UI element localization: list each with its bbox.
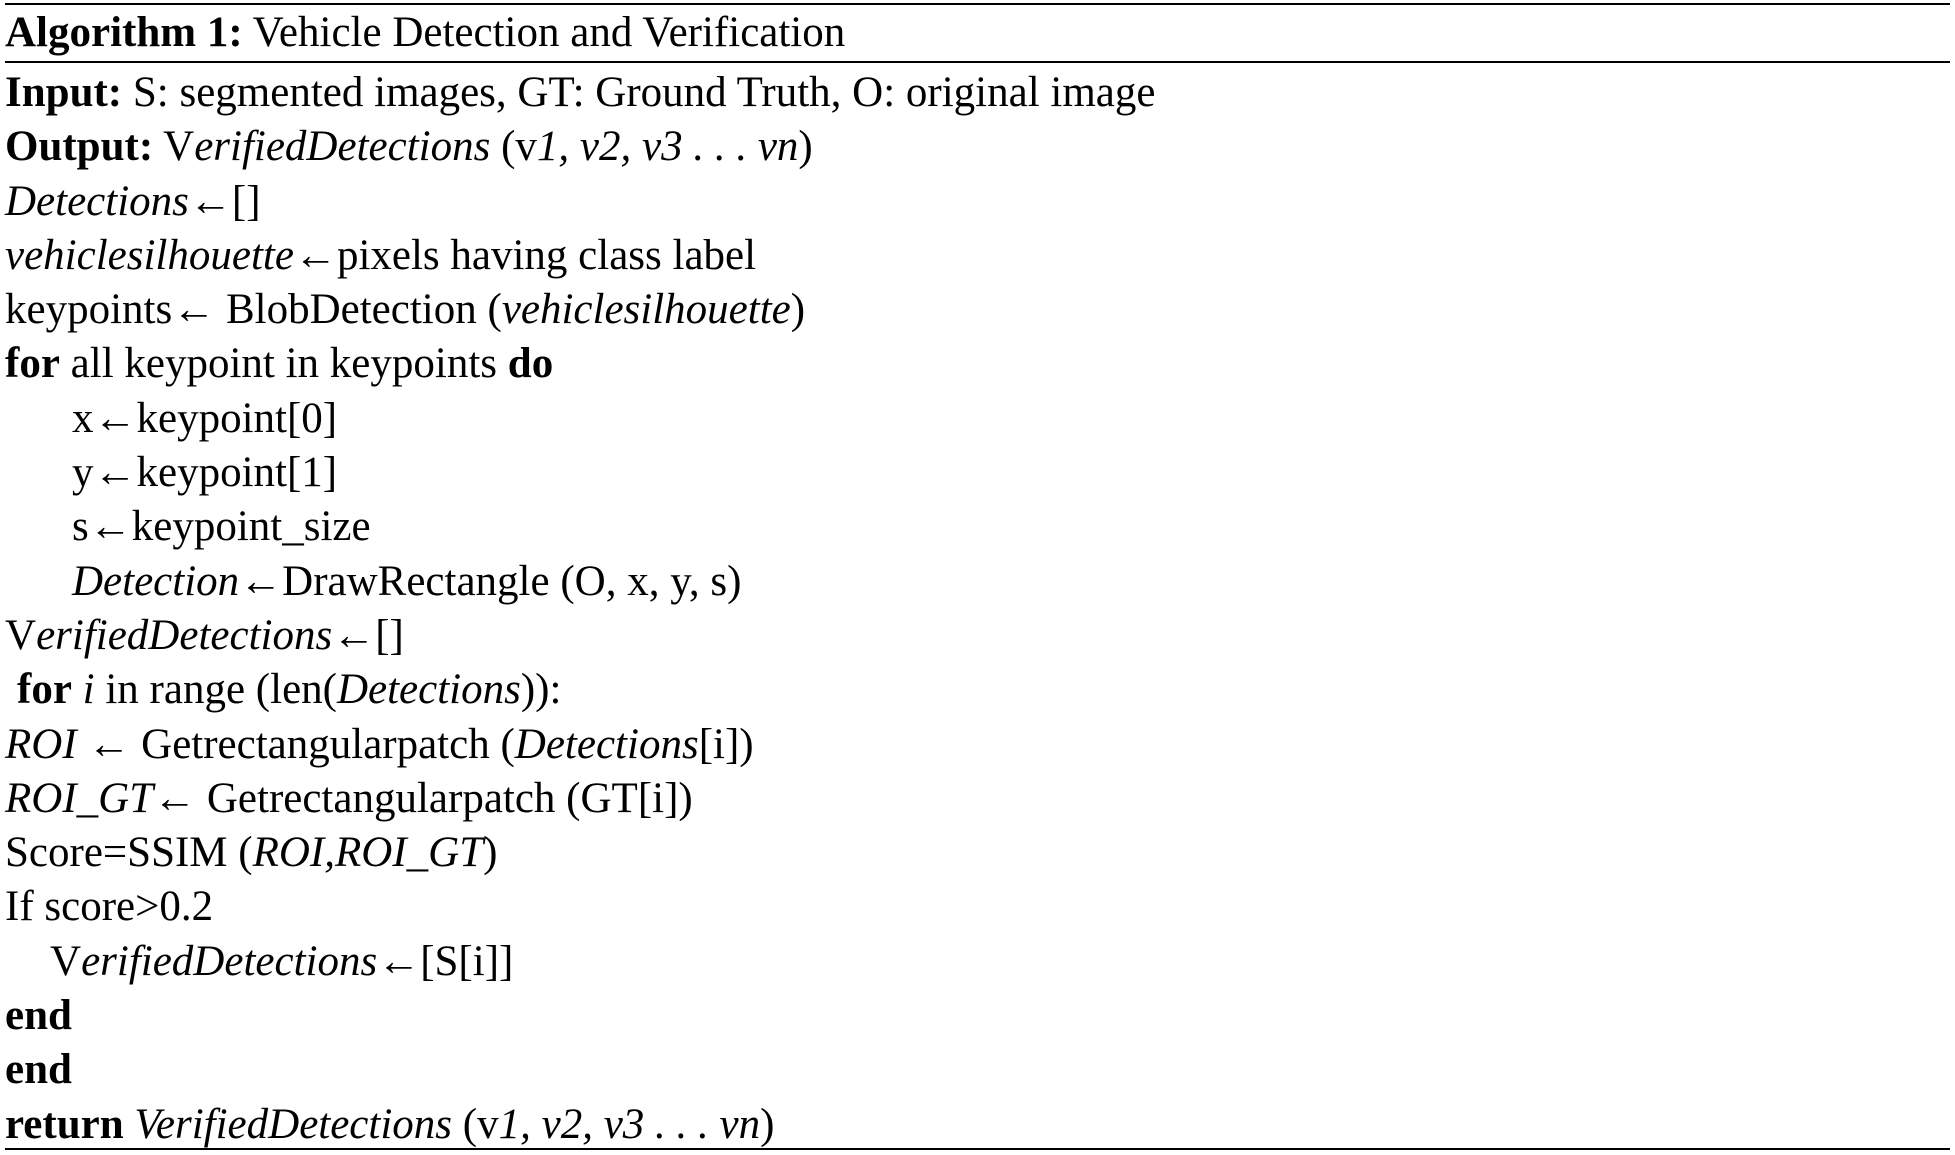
s-assign-text: s←keypoint_size [72,503,371,551]
for-keyword: for [5,340,60,388]
line-score [5,826,1945,880]
roi-text-b: ← Getrectangularpatch ( [76,720,515,768]
return-text-e: ) [760,1100,775,1148]
silhouette-text: ←pixels having class label [293,231,757,279]
detections-var: Detections [5,177,189,225]
output-text-a: V [153,123,195,171]
output-text-b: erifiedDetections [194,123,491,171]
for-all-text: all keypoint in keypoints [59,340,508,388]
algorithm-label: Algorithm 1: [5,9,243,56]
header-rule [5,61,1950,63]
for-range-e: )): [520,666,562,714]
output-keyword: Output: [5,123,154,171]
bottom-rule [5,1148,1950,1150]
line-for-all [5,337,1945,391]
end-keyword-1: end [5,992,72,1040]
for-range-a [72,666,83,713]
algorithm-title-text: Vehicle Detection and Verification [252,9,846,56]
line-for-range [5,663,1945,717]
score-text-b: ROI,ROI_GT [252,829,484,877]
input-keyword: Input: [5,69,123,116]
roi-gt-var: ROI_GT [5,774,154,822]
line-keypoints [5,283,1945,337]
x-assign-text: x←keypoint[0] [72,394,338,442]
line-verified-append [5,935,1945,989]
end-keyword-2: end [5,1046,72,1094]
line-end-2 [5,1043,1945,1097]
return-text-a [124,1101,135,1148]
keypoints-text-a: keypoints← BlobDetection ( [5,286,502,334]
algorithm-body [5,66,1945,1152]
roi-var: ROI [5,720,77,768]
line-y-assign [5,446,1945,500]
for-range-keyword: for [17,666,72,714]
algorithm-title [5,6,845,60]
line-detections-init [5,175,1945,229]
return-text-d: 1, v2, v3 . . . vn [498,1100,761,1148]
keypoints-text-b: vehiclesilhouette [501,286,791,334]
line-output [5,120,1945,174]
score-text-a: Score=SSIM ( [5,829,253,877]
output-text-e: ) [798,123,813,171]
return-text-c: (v [452,1100,499,1148]
top-rule [5,3,1950,5]
line-verified-init [5,609,1945,663]
return-keyword: return [5,1100,124,1148]
input-text: S: segmented images, GT: Ground Truth, O: original image [122,69,1156,116]
line-end-1 [5,989,1945,1043]
roi-text-d: [i]) [698,720,754,768]
line-roi [5,718,1945,772]
output-text-c: (v [490,123,537,171]
do-keyword: do [507,340,554,388]
silhouette-var: vehiclesilhouette [5,231,294,279]
detections-init-text: ←[] [188,177,261,225]
verified-append-b: erifiedDetections [81,937,378,985]
detection-assign-text: ←DrawRectangle (O, x, y, s) [239,557,742,605]
line-x-assign [5,392,1945,446]
verified-append-a: V [50,937,82,985]
score-text-c: ) [483,829,498,877]
line-if-score [5,880,1945,934]
roi-text-c: Detections [514,720,699,768]
line-detection-assign [5,555,1945,609]
roi-gt-text: ← Getrectangularpatch (GT[i]) [153,774,693,822]
verified-init-a: V [5,611,37,659]
verified-init-c: ←[] [332,611,404,659]
line-silhouette [5,229,1945,283]
if-score-text: If score>0.2 [5,883,214,931]
for-range-detections: Detections [336,666,521,714]
keypoints-text-c: ) [790,286,806,334]
y-assign-text: y←keypoint[1] [72,449,338,497]
output-text-d: 1, v2, v3 . . . vn [536,123,799,171]
detection-var: Detection [72,557,240,605]
verified-init-b: erifiedDetections [36,611,333,659]
return-text-b: VerifiedDetections [134,1100,453,1148]
line-roi-gt [5,772,1945,826]
for-range-c: in range (len( [94,666,337,714]
line-input [5,66,1945,120]
line-return [5,1098,1945,1152]
line-s-assign [5,500,1945,554]
verified-append-c: ←[S[i]] [377,937,514,985]
for-range-var-i: i [82,666,95,714]
